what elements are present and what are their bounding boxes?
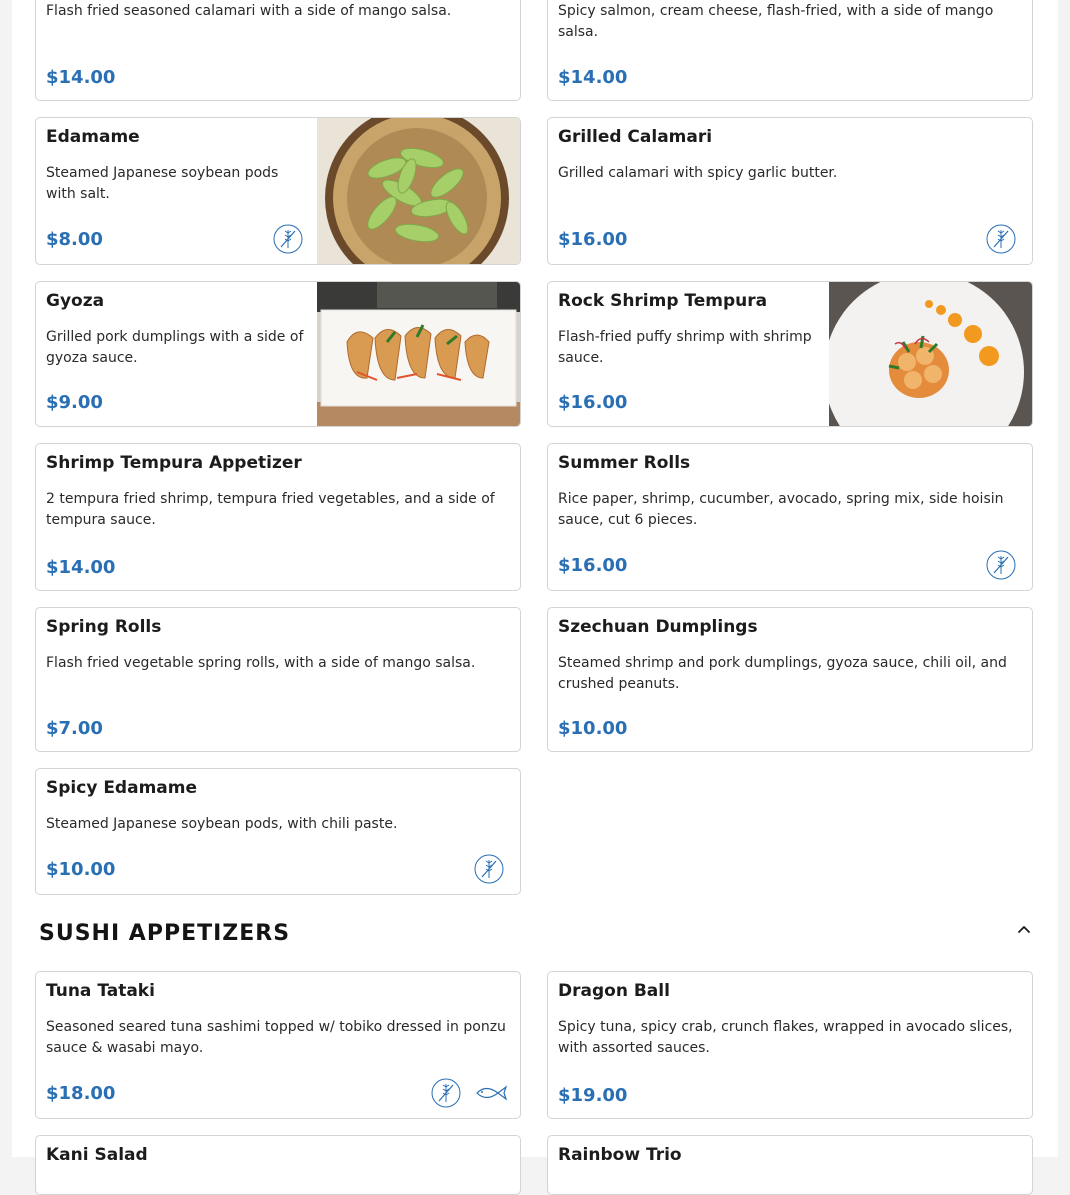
gluten-free-icon: [986, 224, 1016, 254]
edamame-photo: [317, 118, 520, 264]
item-description: Seasoned seared tuna sashimi topped w/ tobiko dressed in ponzu sauce & wasabi mayo.: [46, 1019, 506, 1056]
item-description: Spicy tuna, spicy crab, crunch flakes, wrapped in avocado slices, with assorted sauces.: [558, 1019, 1013, 1056]
item-description: Steamed shrimp and pork dumplings, gyoza sauce, chili oil, and crushed peanuts.: [558, 655, 1007, 692]
item-description: Steamed Japanese soybean pods, with chili paste.: [46, 816, 398, 832]
item-description: Grilled calamari with spicy garlic butter.: [558, 165, 838, 181]
item-description: Flash fried seasoned calamari with a side of mango salsa.: [46, 3, 452, 19]
item-price: $14.00: [46, 557, 116, 578]
menu-item-card-edamame[interactable]: [35, 117, 521, 265]
item-description: Grilled pork dumplings with a side of gyoza sauce.: [46, 329, 304, 366]
item-name: Kani Salad: [46, 1145, 148, 1165]
item-price: $16.00: [558, 392, 628, 413]
chevron-up-icon[interactable]: [1014, 919, 1034, 939]
item-name: Gyoza: [46, 291, 105, 311]
item-price: $14.00: [558, 67, 628, 88]
menu-item-card-shrimp-tempura[interactable]: [35, 443, 521, 591]
item-price: $16.00: [558, 229, 628, 250]
item-name: Tuna Tataki: [46, 981, 155, 1001]
item-description: Rice paper, shrimp, cucumber, avocado, spring mix, side hoisin sauce, cut 6 pieces.: [558, 491, 1004, 528]
raw-fish-icon: [474, 1078, 508, 1108]
item-description: Flash fried vegetable spring rolls, with a side of mango salsa.: [46, 655, 476, 671]
item-price: $19.00: [558, 1085, 628, 1106]
item-price: $10.00: [46, 859, 116, 880]
item-name: Dragon Ball: [558, 981, 670, 1001]
menu-item-card-grilled-calamari[interactable]: [547, 117, 1033, 265]
item-name: Rock Shrimp Tempura: [558, 291, 768, 311]
item-name: Shrimp Tempura Appetizer: [46, 453, 302, 473]
menu-item-card-rainbow-trio[interactable]: [547, 1135, 1033, 1195]
gluten-free-icon: [474, 854, 504, 884]
menu-item-card[interactable]: [35, 0, 521, 101]
item-name: Rainbow Trio: [558, 1145, 682, 1165]
item-description: 2 tempura fried shrimp, tempura fried vegetables, and a side of tempura sauce.: [46, 491, 495, 528]
menu-item-card-summer-rolls[interactable]: [547, 443, 1033, 591]
item-price: $18.00: [46, 1083, 116, 1104]
rock-shrimp-photo: [829, 282, 1032, 426]
item-name: Spicy Edamame: [46, 778, 197, 798]
menu-item-card-dragon-ball[interactable]: [547, 971, 1033, 1119]
section-title: SUSHI APPETIZERS: [39, 921, 291, 946]
gluten-free-icon: [273, 224, 303, 254]
menu-page: [12, 0, 1058, 1165]
gyoza-photo: [317, 282, 520, 426]
item-name: Szechuan Dumplings: [558, 617, 758, 637]
menu-item-card[interactable]: [547, 0, 1033, 101]
item-price: $9.00: [46, 392, 103, 413]
item-name: Grilled Calamari: [558, 127, 713, 147]
menu-item-card-spring-rolls[interactable]: [35, 607, 521, 752]
item-price: $16.00: [558, 555, 628, 576]
gluten-free-icon: [986, 550, 1016, 580]
item-price: $8.00: [46, 229, 103, 250]
menu-item-card-rock-shrimp-tempura[interactable]: [547, 281, 1033, 427]
item-name: Spring Rolls: [46, 617, 162, 637]
item-price: $10.00: [558, 718, 628, 739]
gluten-free-icon: [431, 1078, 461, 1108]
menu-item-card-tuna-tataki[interactable]: [35, 971, 521, 1119]
item-price: $7.00: [46, 718, 103, 739]
item-description: Flash-fried puffy shrimp with shrimp sauce.: [558, 329, 812, 366]
item-description: Steamed Japanese soybean pods with salt.: [46, 165, 279, 202]
item-description: Spicy salmon, cream cheese, flash-fried, with a side of mango salsa.: [558, 3, 994, 40]
menu-item-card-gyoza[interactable]: [35, 281, 521, 427]
menu-item-card-szechuan-dumplings[interactable]: [547, 607, 1033, 752]
menu-item-card-kani-salad[interactable]: [35, 1135, 521, 1195]
item-price: $14.00: [46, 67, 116, 88]
menu-item-card-spicy-edamame[interactable]: [35, 768, 521, 895]
item-name: Summer Rolls: [558, 453, 691, 473]
item-name: Edamame: [46, 127, 140, 147]
